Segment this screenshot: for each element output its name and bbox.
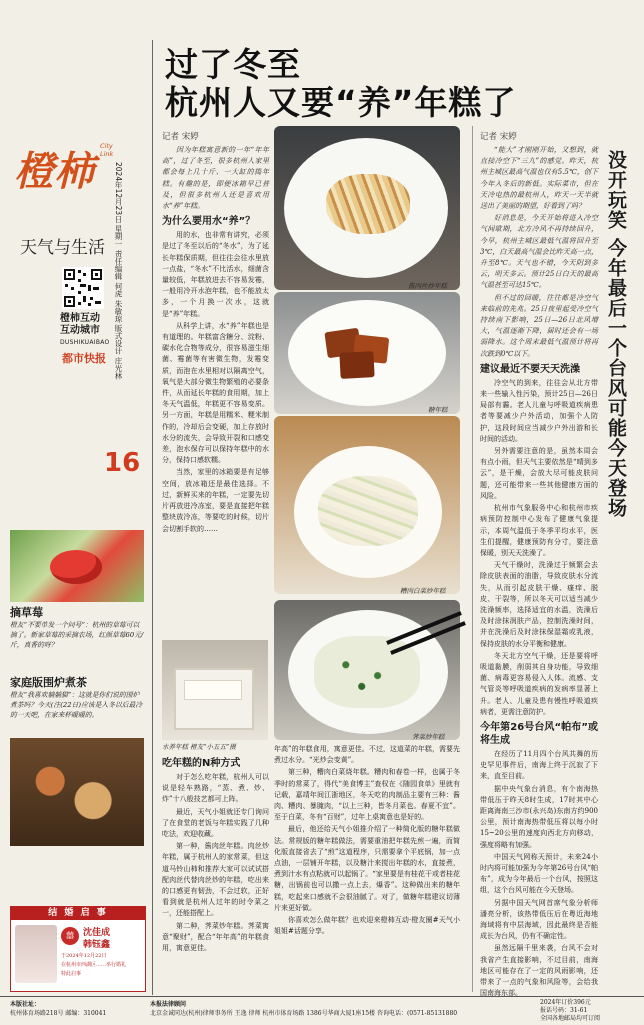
strawberry-photo [10,530,144,602]
column-divider [472,126,473,992]
paragraph: 据中央气象台消息，有个南海热带低压于昨天8时生成，17时其中心距离海南三沙市(永兴岛)东南方约900公里，预计南海热带低压将以每小时15~20公里的速度向西北方向移动，强度将略有加强。 [480,784,598,849]
paragraph: 当然，家里的冰箱要是有足够空间，放冰箱还是最佳选择。不过，新鲜买来的年糕，一定要先切片再放进冷冻室，要是直接把年糕整块放冷冻，等要吃的时候，切片会切割手软的…… [162,468,269,533]
paragraph: 冷空气的到来，往往会从北方带来一些输入性污染，预计25日—26日局部有霾。老人儿童与呼吸道疾病患者等要减少户外活动，加强个人防护，这段时间应当减少户外出游和长时间的活动。 [480,378,598,443]
sidebar-title-strawberry: 摘草莓 [10,606,43,619]
headline-line2: 杭州人又要“养”年糕了 [165,83,517,122]
ad-line1: 于2024年12月22日 [61,953,107,959]
ad-title: 结 婚 启 事 [11,907,145,920]
wedding-ad [10,906,146,992]
water-ricecake-photo [162,640,268,740]
paragraph: 冬天北方空气干燥，还是要将呼吸道黏膜，削弱其自身功能，导致细菌、病毒更容易侵入人体。流感、支气管炎等呼吸道疾病的发病率显著上升。老人、儿童及患有慢性呼吸道疾病者，更需注意防护。 [480,651,598,716]
page-number: 16 [104,448,141,478]
paragraph: 天气干燥时，洗澡过于频繁会去除皮肤表面的油脂，导致皮肤水分流失，从而引起皮肤干燥、瘙痒、脱皮、干裂等，所以冬天可以适当减少洗澡频率，选择适宜的水温，洗澡后及时涂抹润肤产品，控制洗澡时间，并在洗澡后及时涂抹保湿霜或乳液，保持皮肤的水分平衡和健康。 [480,561,598,648]
paragraph: 年高”的年糕食用，寓意更佳。不过，这道菜的年糕，需要先煮过水分。“光炒会变黄”。 [274,745,460,765]
subhead-shower: 建议最近不要天天洗澡 [480,363,580,375]
qr-code [62,267,104,309]
caption-cabbage: 糟肉白菜炒年糕 [400,587,446,595]
footer-left-label: 本版社址： [10,1001,41,1008]
masthead-logo: 橙柿 [14,148,94,195]
footer-mid-text: 北京金诚同达(杭州)律师事务所 王逸 律师 杭州市体育场路 1386号华商大厦1座15楼 咨询电话：(0571-85131880 [150,1010,458,1017]
paragraph: 对于怎么吃年糕，杭州人可以说是轻车熟路，“蒸、煮、炒、炸”十八般技艺都可上阵。 [162,773,269,804]
paragraph: 另据中国天气网首席气象分析师潘亮分析，该热带低压后在粤近海地海域将有中层海域，因此最终是否能成长为台风，仍有不确定性。 [480,898,598,941]
ad-line2: 在杭州市西湖区……举行婚礼 [61,962,127,968]
sidebar-title-tea: 家庭版围炉煮茶 [10,676,87,689]
left-byline: 记者 宋婷 [162,132,199,142]
shredded-pork-ricecake-photo [274,126,460,290]
caption-water-ricecake: 水养年糕 橙友“小五五”摄 [162,743,236,751]
platform-name: 橙柿互动互动城市 [60,313,100,336]
paragraph: 虽然远隔千里来袭，台风不会对我省产生直接影响，不过目前，南海地区可能存在了一定的风雨影响，还带来了一点的气象和风险等，会给我国南海东部。 [480,944,598,998]
subhead-typhoon: 今年第26号台风“帕布”或将生成 [480,721,598,746]
headline-line1: 过了冬至 [165,45,301,84]
footer [0,996,644,1025]
section-title: 天气与生活 [20,238,105,258]
meta-vertical: 2024年12月23日 星期一 责任编辑 何虎 朱敏琼 版式设计 庄光林 [114,162,123,380]
paragraph: 你喜欢怎么做年糕？也欢迎来橙柿互动·橙友圈#天气小姐姐#话题分享。 [274,916,460,936]
shepherds-purse-ricecake-photo [274,600,460,740]
footer-right-1: 2024年订价396元 [540,999,591,1006]
footer-mid-label: 本报法律顾问 [150,1001,187,1008]
subhead-why-water: 为什么要用水“养”？ [162,216,256,228]
ad-double-happiness: 囍 [61,927,79,945]
ad-groom: 韩钰鑫 [83,940,111,950]
ad-bride: 沈佳成 [83,928,111,938]
subhead-ways-to-eat: 吃年糕的N种方式 [162,758,241,769]
sugar-ricecake-photo [274,292,460,414]
headline [165,46,516,122]
paragraph: 第一种，酱肉丝年糕。肉丝炒年糕，属于杭州人的家常菜，但这道马铃山柿和推荐大家可以试试搭配肉丝代替肉丝炒的年糕，吃出来的口感更有韧劲，不会过软，正好看到就是杭州人过年的时令菜之一，还能搭配上。 [162,842,269,918]
paragraph: 第二种，荠菜炒年糕。荠菜寓意“聚财”，配合“年年高”的年糕食用，寓意更佳。 [162,921,269,953]
article-bottom [274,744,460,990]
article-lead: 因为年糕寓意新的一年“年年高”，过了冬至，很多杭州人家里都会每上几十斤、一大缸的捣年糕。有趣的是，即便冰箱早已普及，但很多杭州人还是喜欢用水“养”年糕。 [162,146,269,211]
column-divider [152,40,153,995]
caption-shredded-pork: 酱肉丝炒年糕 [408,282,447,290]
paragraph: 中国天气网称天预计，未来24小时内将可能加强为今年第26号台风“帕布”，成为今年最后一个台风，按照这组，这个台风可能在今天登场。 [480,852,598,895]
article-left-col [162,145,269,638]
paragraph: 从科学上讲，水“养”年糕也是有道理的。年糕富含糖分、淀粉、碳水化合物等成分，很容易滋生细菌、霉菌等有害微生物，发霉变质，而泡在水里相对以隔离空气，氧气是大部分微生物繁殖的必要条件，从而延长年糕的食用期，加上冬天气温低，年糕更不容易变质。另一方面，年糕是用糯米、粳米制作的，冷却后会变硬，加上存放时水分的流失，会导致开裂和口感变差，泡水保存可以保持年糕中的水分，保持口感软糯。 [162,321,269,465]
right-lead: 但不过的回暖，往往都是冷空气来临前的先兆。25日夜里起受冷空气持续南下影响，25日—26日北风增大，气温逐渐下降，届时还会有一场弱降水。这个周末最低气温预计将再次跌到0℃以下。 [480,293,598,358]
right-lead: 好消息是，今天开始将进入冷空气间歇期，北方冷风不再持续回升，今早，杭州主城区最低气温将回升至3℃，白天最高气温会比昨天高一点，升至8℃。天气也不错，今天阴到多云，明天多云。预计25日白天的最高气温甚至可达15℃。 [480,214,598,290]
article-right-col [480,145,598,998]
tea-photo [10,738,144,846]
paper-name: 都市快报 [62,352,106,365]
ad-couple-photo [15,925,57,983]
paragraph: 最后，他还给天气小姐推介绍了一种简化版的糖年糕做法。常规版的糖年糕做法，需要重油把年糕先煎一遍，而简化版直接省去了“煎”这道程序，只需要拿个平底锅，加一点点油，一层铺开年糕，以及糖汁来搅出年糕的水，直接煮，煮到汁水有点粘就可以起锅了。“家里要是有桂花干或者桂花糖，出锅前也可以撒一点上去，爆香”。这种做出来的糖年糕，吃起来口感就不会很油腻了。对了，做糖年糕建议切薄片来更好做。 [274,825,460,912]
ad-line3: 特此启事 [61,971,82,977]
caption-sugar-ricecake: 糖年糕 [428,406,448,414]
logo-en: City Link [100,142,114,158]
paragraph: 第三种，糟肉白菜烧年糕。糟肉和春卷一样，也属于冬季时的常菜了，得代“美食博主”查权在《随园食单》里就有记载，嘉靖年间江浙地区，冬天吃的肉制品主要有三种：酱肉、糟肉、暴腌肉，“以上三种，皆冬月菜也。春夏不宜”。至于白菜，冬有“百财”，过年上桌寓意也是好的。 [274,768,460,822]
right-lead: “能大”才刚刚开始，又想到，就直接冷空下“三九”的感觉。昨天，杭州主城区最高气温也仅有5.5℃，创下今年入冬后的新低。实际菜市，但在天冷电热的最杭州人，昨天一天半就送出了美丽的期望，好看到了吗？ [480,146,598,211]
sidebar-text-tea: 橙友“我喜欢躺躺猫”：这就是你们说的围炉煮茶吗？今天(注(22日)应该是入冬以后最冷的一天吧，在家来杯暖暖的。 [10,691,143,719]
paragraph: 杭州市气象服务中心和杭州市疾病预防控制中心发布了健康气象提示，本周气温低于冬季平均水平，医生们提醒，健康预防有分寸，要注意保暖，别天天洗澡了。 [480,504,598,557]
paragraph: 在经历了11月四个台风共舞的历史罕见事件后，南海上终于沉寂了下来，直至目前。 [480,749,598,781]
masthead [0,0,150,520]
pinyin: DUSHIKUAIBAO [60,339,110,346]
paragraph: 另外需要注意的是，虽然本周会有点小雨，但天气主要依然是“晴到多云”，是干燥，会放大尽可能皮肤问题，还可能带来一些其他健康方面的风险。 [480,447,598,500]
paragraph: 最近，天气小姐就还专门询问了在食堂的老饭与年糕实践了几种吃法，欢迎收藏。 [162,807,269,839]
article-left-col2 [162,754,269,990]
right-vertical-title: 没开玩笑 今年最后一个台风可能今天登场 [605,150,627,518]
paragraph: 用的水，也非常有讲究，必须是过了冬至以后的“冬水”，为了延长年糕保质期，但往往会往水里放一点盐，“冬水”不比活水，细菌含量较低，年糕放进去不容易发霉，一般用冷开水泡年糕，也不能放太多，一个月换一次水，这就是“养”年糕。 [162,231,269,318]
footer-right-3: 全国各地邮局均可订阅 [540,1015,601,1022]
right-byline: 记者 宋婷 [480,132,517,142]
caption-shepherds-purse: 荠菜炒年糕 [412,733,445,741]
footer-left-address: 杭州体育场路218号 邮编：310041 [10,1010,107,1017]
footer-right-2: 报话号码：31-61 [540,1007,588,1014]
cabbage-ricecake-photo [274,416,460,594]
sidebar-text-strawberry: 橙友“不要单发一个问号”：杭州的草莓可以摘了。新家草莓的采摘农场，红颜草莓60元/斤，真香的呀？ [10,621,144,649]
